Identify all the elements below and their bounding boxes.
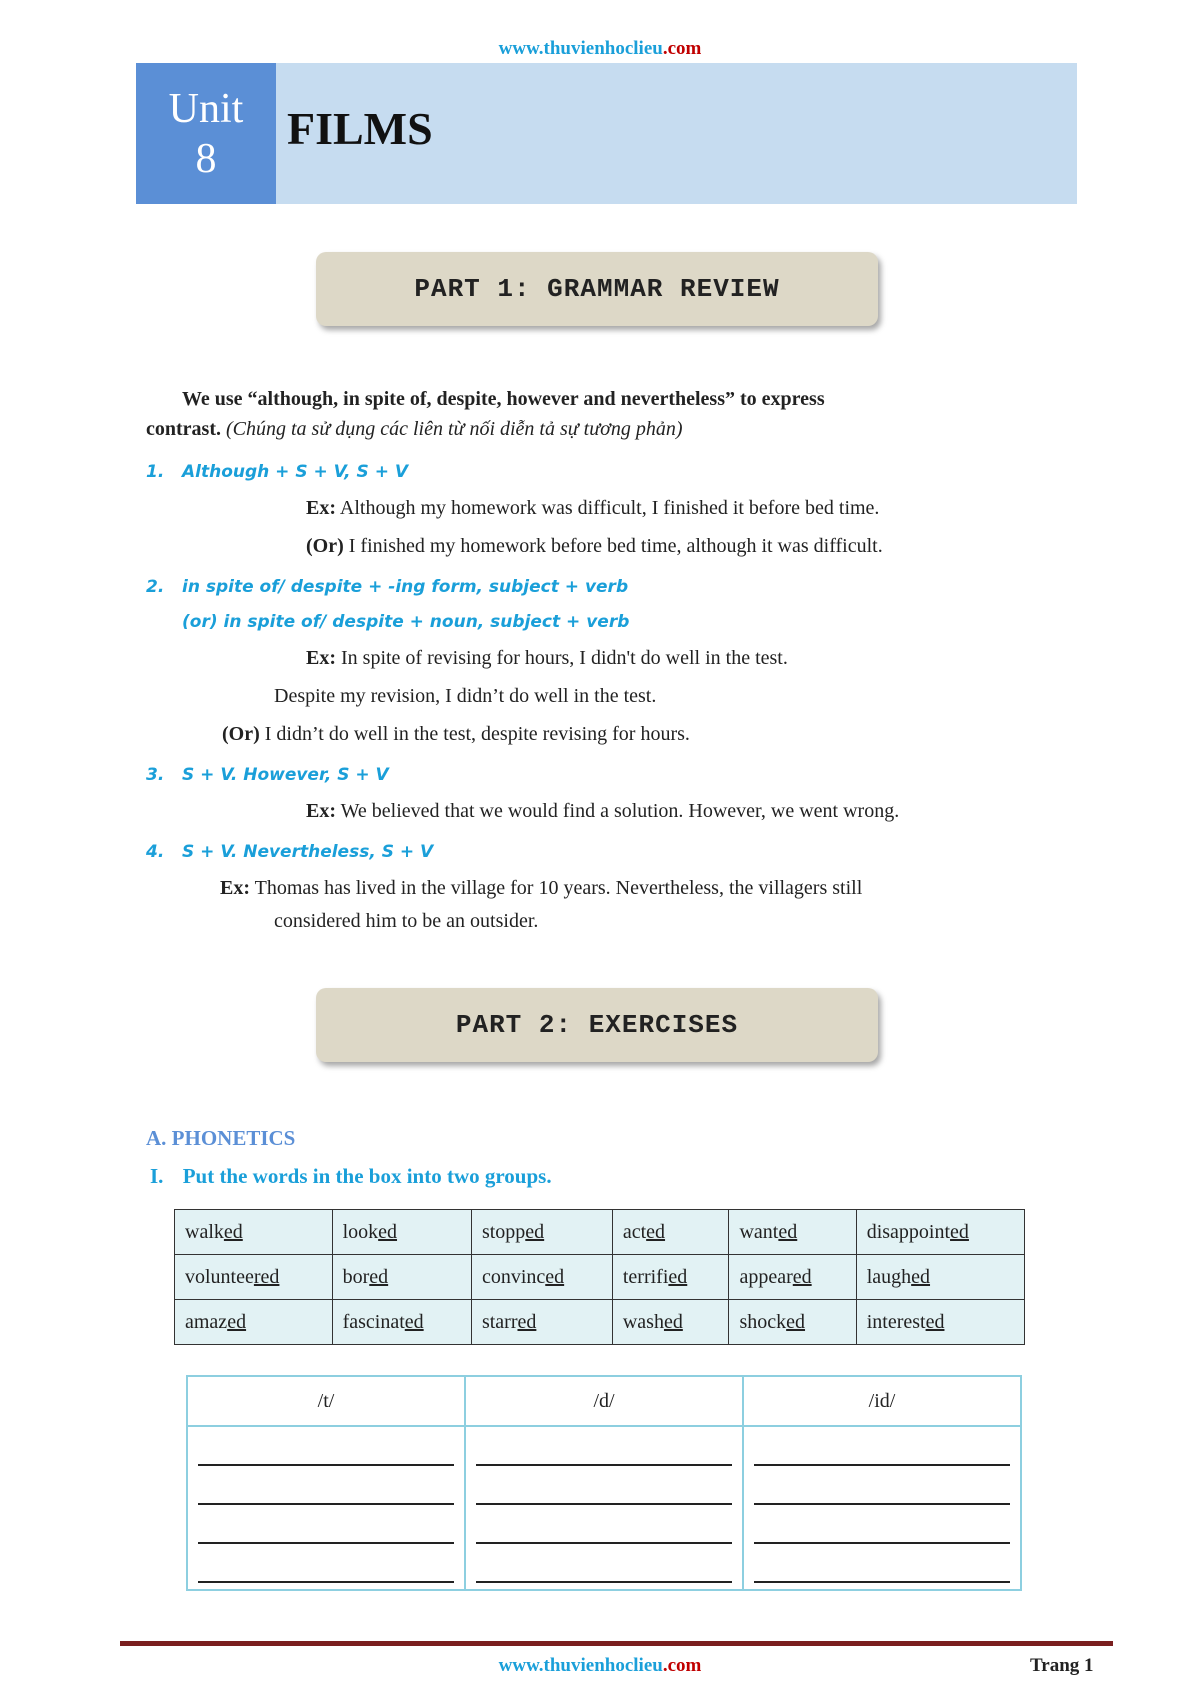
part1-heading: PART 1: GRAMMAR REVIEW: [316, 252, 878, 326]
footer-website[interactable]: [0, 1655, 1200, 1677]
or-label: (Or): [222, 723, 260, 745]
rule-4-number: 4.: [146, 842, 165, 862]
answer-line[interactable]: [198, 1466, 454, 1505]
groups-answer-row: [187, 1426, 1021, 1590]
answer-line[interactable]: [476, 1544, 732, 1583]
word-cell: [856, 1210, 1024, 1255]
intro-contrast: contrast.: [146, 418, 221, 440]
word-cell: [175, 1300, 333, 1345]
rule-3-example: [306, 800, 899, 823]
word-stem: starr: [481, 1310, 518, 1333]
rule-2-or: [222, 723, 690, 746]
word-stem: laugh: [866, 1265, 912, 1288]
rule-4-continuation: considered him to be an outsider.: [274, 910, 539, 932]
word-box-row: [175, 1255, 1025, 1300]
word-cell: [856, 1300, 1024, 1345]
word-ending: ed: [525, 1220, 545, 1243]
word-cell: [332, 1300, 471, 1345]
rule-3-text: S + V. However, S + V: [182, 765, 389, 785]
ex-label: Ex:: [220, 877, 250, 899]
intro-line-2: [146, 418, 682, 441]
intro-line-1: We use “although, in spite of, despite, however and nevertheless” to express: [182, 388, 825, 410]
word-cell: [612, 1255, 729, 1300]
word-ending: ed: [646, 1220, 666, 1243]
word-cell: [471, 1210, 612, 1255]
groups-header-row: [187, 1376, 1021, 1426]
rule-4-text: S + V. Nevertheless, S + V: [182, 842, 434, 862]
rule-4-example: [220, 877, 862, 900]
word-stem: fascinat: [342, 1310, 405, 1333]
word-cell: [729, 1210, 856, 1255]
rule-3-number: 3.: [146, 765, 165, 785]
intro-note: (Chúng ta sử dụng các liên từ nối diễn tả sự tương phản): [225, 418, 683, 440]
word-cell: [332, 1210, 471, 1255]
word-stem: shock: [739, 1310, 787, 1333]
word-stem: walk: [185, 1220, 224, 1243]
answer-line[interactable]: [198, 1427, 454, 1466]
word-ending: ed: [663, 1310, 683, 1333]
footer-site-tld: .com: [662, 1655, 702, 1676]
page-number: Trang 1: [1030, 1655, 1094, 1676]
rule-2-number: 2.: [146, 577, 165, 597]
word-ending: ed: [911, 1265, 931, 1288]
header-site-main: www.thuvienhoclieu: [498, 38, 663, 59]
rule-1-or: [306, 535, 883, 558]
word-ending: ed: [227, 1310, 247, 1333]
answer-line[interactable]: [754, 1427, 1010, 1466]
word-box-row: [175, 1210, 1025, 1255]
task-1-number: I.: [150, 1164, 164, 1188]
rule-2-text: in spite of/ despite + -ing form, subject + verb: [182, 577, 629, 597]
unit-title: FILMS: [287, 103, 433, 154]
answer-line[interactable]: [754, 1544, 1010, 1583]
word-cell: [612, 1300, 729, 1345]
word-stem: bor: [342, 1265, 370, 1288]
word-cell: [729, 1300, 856, 1345]
rule-1-or-text: I finished my homework before bed time, although it was difficult.: [348, 535, 883, 557]
or-label: (Or): [306, 535, 344, 557]
word-stem: disappoint: [866, 1220, 951, 1243]
word-cell: [332, 1255, 471, 1300]
answer-line[interactable]: [198, 1544, 454, 1583]
section-a-heading: [146, 1126, 295, 1151]
word-box-body: [175, 1210, 1025, 1345]
rule-2-example: [306, 647, 788, 670]
word-cell: [175, 1210, 333, 1255]
word-stem: stopp: [481, 1220, 526, 1243]
rule-2-example-text: In spite of revising for hours, I didn't do well in the test.: [341, 647, 788, 669]
word-stem: amaz: [185, 1310, 228, 1333]
word-ending: ed: [792, 1265, 812, 1288]
rule-1-number: 1.: [146, 462, 165, 482]
unit-badge: [136, 63, 276, 204]
word-ending: red: [253, 1265, 280, 1288]
ex-label: Ex:: [306, 647, 336, 669]
unit-label: Unit: [168, 85, 244, 132]
word-ending: ed: [925, 1310, 945, 1333]
word-stem: voluntee: [185, 1265, 254, 1288]
group-header-d: /d/: [465, 1376, 743, 1426]
rule-1-example: [306, 497, 879, 520]
word-ending: ed: [950, 1220, 969, 1243]
word-stem: want: [739, 1220, 779, 1243]
word-box-table: [174, 1209, 1025, 1345]
word-ending: ed: [668, 1265, 688, 1288]
word-cell: [729, 1255, 856, 1300]
word-cell: [175, 1255, 333, 1300]
word-cell: [612, 1210, 729, 1255]
word-stem: wash: [622, 1310, 664, 1333]
group-header-t: /t/: [187, 1376, 465, 1426]
group-answer-cell-t[interactable]: [187, 1426, 465, 1590]
header-site-tld: .com: [662, 38, 702, 59]
word-stem: act: [622, 1220, 647, 1243]
rule-2-alt: (or) in spite of/ despite + noun, subject + verb: [182, 612, 630, 632]
rule-1-text: Although + S + V, S + V: [182, 462, 409, 482]
rule-3-example-text: We believed that we would find a solution. However, we went wrong.: [340, 800, 900, 822]
header-website[interactable]: [0, 38, 1200, 60]
footer-rule: [120, 1641, 1113, 1646]
word-stem: appear: [739, 1265, 793, 1288]
task-1-heading: [150, 1164, 552, 1189]
word-stem: look: [342, 1220, 379, 1243]
word-ending: ed: [778, 1220, 798, 1243]
word-cell: [856, 1255, 1024, 1300]
section-a-title: PHONETICS: [171, 1126, 296, 1150]
word-box-row: [175, 1300, 1025, 1345]
answer-line[interactable]: [754, 1505, 1010, 1544]
word-ending: ed: [404, 1310, 424, 1333]
answer-line[interactable]: [754, 1466, 1010, 1505]
word-ending: ed: [223, 1220, 243, 1243]
footer-site-main: www.thuvienhoclieu: [498, 1655, 663, 1676]
ex-label: Ex:: [306, 497, 336, 519]
word-cell: [471, 1300, 612, 1345]
word-ending: ed: [786, 1310, 806, 1333]
task-1-title: Put the words in the box into two groups.: [182, 1164, 552, 1188]
answer-line[interactable]: [476, 1427, 732, 1466]
rule-2-line-2: Despite my revision, I didn’t do well in the test.: [274, 685, 657, 707]
answer-line[interactable]: [198, 1505, 454, 1544]
word-ending: ed: [545, 1265, 565, 1288]
section-a-letter: A.: [146, 1126, 167, 1150]
word-ending: ed: [517, 1310, 537, 1333]
unit-number: 8: [195, 135, 217, 182]
word-ending: ed: [378, 1220, 398, 1243]
rule-2-or-text: I didn’t do well in the test, despite revising for hours.: [264, 723, 690, 745]
group-answer-cell-d[interactable]: [465, 1426, 743, 1590]
rule-1-example-text: Although my homework was difficult, I finished it before bed time.: [339, 497, 880, 519]
word-cell: [471, 1255, 612, 1300]
answer-line[interactable]: [476, 1466, 732, 1505]
rule-4-example-text: Thomas has lived in the village for 10 years. Nevertheless, the villagers still: [254, 877, 863, 899]
group-answer-cell-id[interactable]: [743, 1426, 1021, 1590]
word-stem: terrifi: [622, 1265, 669, 1288]
word-stem: interest: [866, 1310, 926, 1333]
ex-label: Ex:: [306, 800, 336, 822]
groups-table: [186, 1375, 1022, 1591]
answer-line[interactable]: [476, 1505, 732, 1544]
part2-heading: PART 2: EXERCISES: [316, 988, 878, 1062]
word-stem: convinc: [481, 1265, 546, 1288]
word-ending: ed: [369, 1265, 389, 1288]
group-header-id: /id/: [743, 1376, 1021, 1426]
